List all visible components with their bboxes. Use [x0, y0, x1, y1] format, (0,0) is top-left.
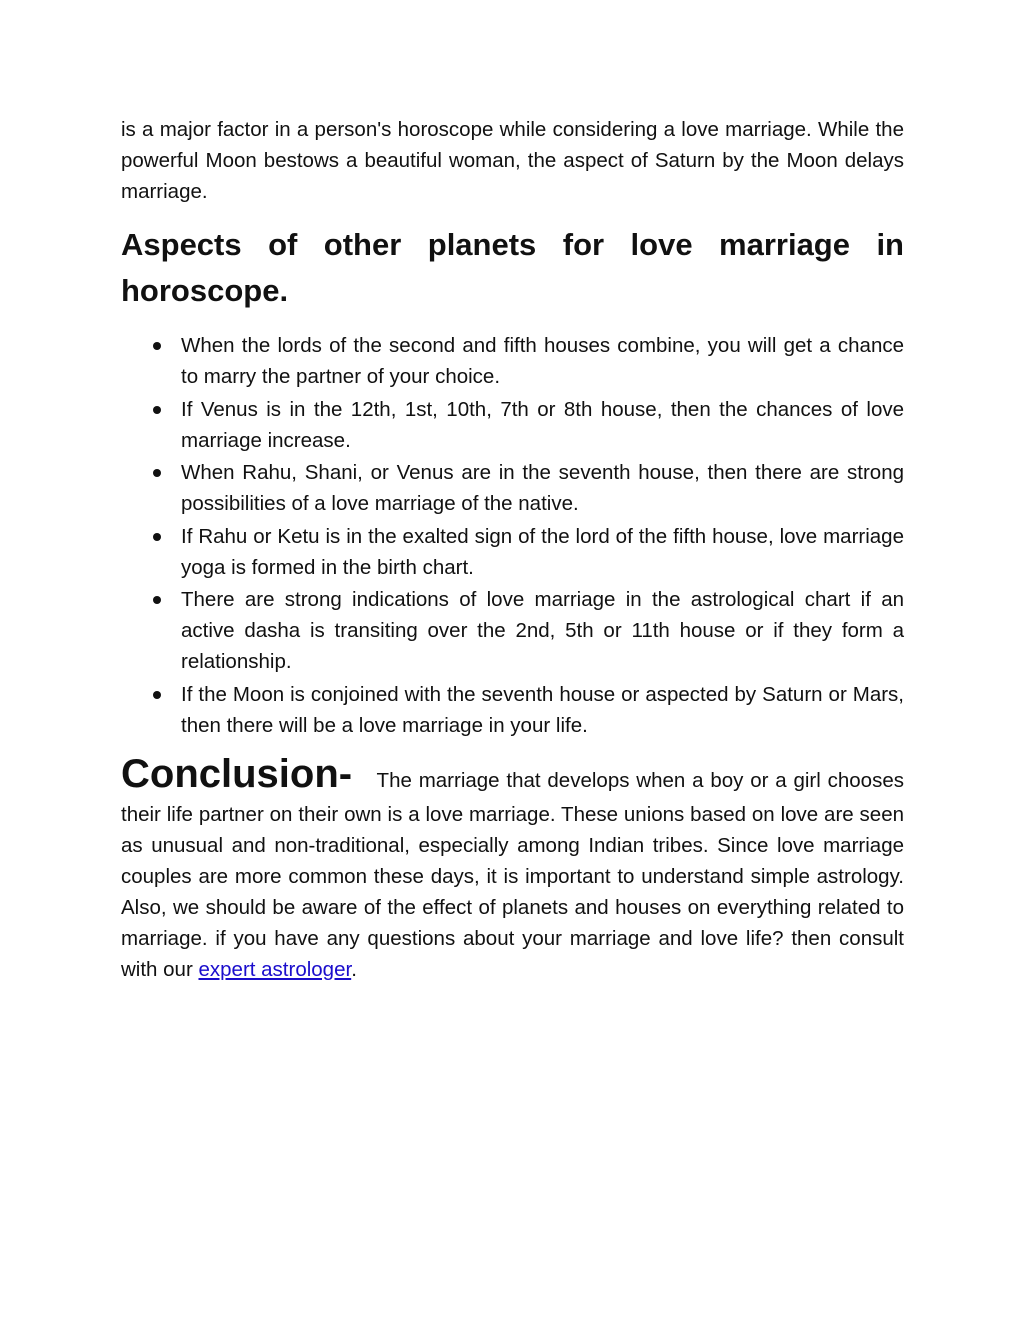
list-item: [121, 521, 904, 583]
list-item-text: When the lords of the second and fifth houses combine, you will get a chance to marry the partner of your choice.: [181, 334, 904, 388]
conclusion-label: Conclusion-: [121, 751, 353, 796]
document-page: [121, 114, 904, 985]
bullet-icon: [153, 469, 161, 477]
list-item: [121, 394, 904, 456]
expert-astrologer-link[interactable]: expert astrologer: [198, 957, 352, 981]
list-item-text: If Rahu or Ketu is in the exalted sign of the lord of the fifth house, love marriage yoga is formed in the birth chart.: [181, 524, 904, 579]
list-item: [121, 457, 904, 519]
conclusion-end: .: [351, 957, 357, 981]
list-item-text: There are strong indications of love marriage in the astrological chart if an active dasha is transiting over the 2nd, 5th or 11th house or if they form a relationship.: [181, 588, 904, 673]
section-heading-line-1: Aspects of other planets for love marriage in: [121, 227, 904, 262]
intro-paragraph: is a major factor in a person's horoscope while considering a love marriage. While the powerful Moon bestows a beautiful woman, the aspect of Saturn by the Moon delays marriage.: [121, 118, 904, 203]
conclusion-text: The marriage that develops when a boy or a girl chooses their life partner on their own is a love marriage. These unions based on love are seen as unusual and non-traditional, especially among Indian tribes. Since love marriage couples are more common these days, it is important to understand simple astrology. Also, we should be aware of the effect of planets and houses on everything related to marriage. if you have any questions about your marriage and love life? then consult with our: [121, 768, 904, 981]
list-item: [121, 584, 904, 677]
list-item-text: If Venus is in the 12th, 1st, 10th, 7th or 8th house, then the chances of love marriage increase.: [181, 397, 904, 452]
list-item: [121, 330, 904, 392]
conclusion-paragraph: [121, 749, 904, 985]
section-heading-line-2: horoscope.: [121, 273, 289, 308]
bullet-icon: [153, 533, 161, 541]
bullet-icon: [153, 691, 161, 699]
list-item-text: When Rahu, Shani, or Venus are in the seventh house, then there are strong possibilities of a love marriage of the native.: [181, 461, 904, 515]
section-heading: [121, 222, 904, 314]
planet-aspects-list: [121, 330, 904, 741]
bullet-icon: [153, 342, 161, 350]
bullet-icon: [153, 596, 161, 604]
bullet-icon: [153, 406, 161, 414]
list-item-text: If the Moon is conjoined with the seventh house or aspected by Saturn or Mars, then there will be a love marriage in your life.: [181, 682, 904, 737]
list-item: [121, 679, 904, 741]
